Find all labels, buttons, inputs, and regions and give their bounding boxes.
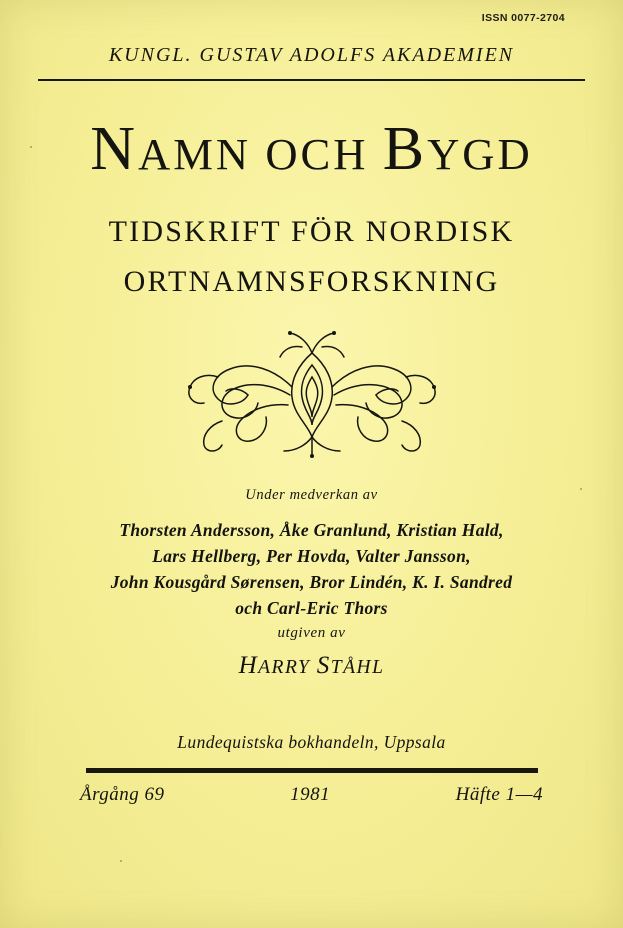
editor-initial-2: S xyxy=(316,652,331,679)
subtitle-line-2: ORTNAMNSFORSKNING xyxy=(123,265,500,298)
paper-speck xyxy=(580,488,582,490)
title-segment-3: B xyxy=(382,115,428,183)
editor-firstname-rest: ARRY xyxy=(258,657,317,678)
page-title xyxy=(0,115,623,183)
contributor-line: John Kousgård Sørensen, Bror Lindén, K. I. Sandred xyxy=(110,571,513,592)
published-by-label: utgiven av xyxy=(277,625,346,641)
paper-speck xyxy=(30,146,32,148)
decorative-flourish-icon xyxy=(162,325,462,460)
top-divider-rule xyxy=(38,79,585,81)
contributor-line: Lars Hellberg, Per Hovda, Valter Jansson, xyxy=(152,545,471,566)
paper-speck xyxy=(120,860,122,862)
academy-name: KUNGL. GUSTAV ADOLFS AKADEMIEN xyxy=(108,44,515,66)
title-segment-1: N xyxy=(90,115,139,183)
subtitle-line-1: TIDSKRIFT FÖR NORDISK xyxy=(108,215,515,248)
contributors-block xyxy=(0,487,623,622)
editor-block xyxy=(0,625,623,680)
issue-footer xyxy=(80,784,543,806)
editor-initial-1: H xyxy=(238,652,259,679)
contributors-heading: Under medverkan av xyxy=(245,487,378,503)
issue-number-label: Häfte 1—4 xyxy=(455,784,543,805)
volume-label: Årgång 69 xyxy=(80,784,165,805)
contributor-line: Thorsten Andersson, Åke Granlund, Kristian Hald, xyxy=(119,520,504,540)
bottom-divider-rule xyxy=(86,768,538,773)
issn-label: ISSN 0077-2704 xyxy=(481,12,565,24)
title-segment-4: YGD xyxy=(427,129,533,179)
title-segment-2: AMN OCH xyxy=(138,129,383,179)
publisher-name: Lundequistska bokhandeln, Uppsala xyxy=(177,732,446,752)
contributor-line: och Carl-Eric Thors xyxy=(235,597,388,618)
editor-name xyxy=(0,652,623,680)
year-label: 1981 xyxy=(290,784,331,805)
editor-lastname-rest: TÅHL xyxy=(330,657,385,678)
